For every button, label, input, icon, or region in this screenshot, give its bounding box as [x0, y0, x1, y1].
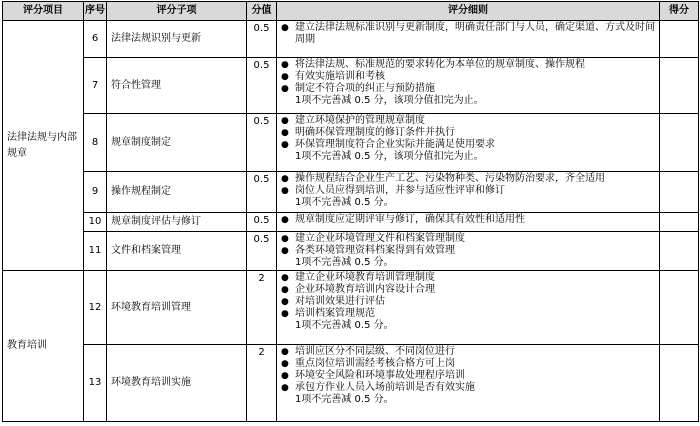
- row-number: 11: [84, 232, 107, 271]
- header-score: 分值: [247, 2, 277, 21]
- criteria-list: [281, 214, 657, 226]
- earned-score-cell[interactable]: [660, 21, 699, 58]
- earned-score-cell[interactable]: [660, 345, 699, 422]
- bullet-icon: ●: [281, 347, 289, 357]
- criteria-item: [281, 22, 657, 46]
- score-value: 0.5: [247, 172, 277, 213]
- subitem-name: 操作规程制定: [107, 172, 247, 213]
- criteria-item: [281, 358, 657, 370]
- header-category: 评分项目: [3, 2, 84, 21]
- criteria-item: [281, 115, 657, 127]
- row-number: 8: [84, 114, 107, 172]
- score-value: 0.5: [247, 58, 277, 114]
- table-row: [3, 172, 699, 213]
- criteria-cell: [277, 271, 660, 345]
- criteria-text: 环保管理制度符合企业实际并能满足使用要求: [295, 139, 495, 150]
- criteria-item: [281, 173, 657, 185]
- bullet-icon: ●: [281, 285, 289, 295]
- bullet-icon: ●: [281, 297, 289, 307]
- category-cell: 教育培训: [3, 271, 84, 422]
- deduction-note: 1项不完善减 0.5 分。: [295, 257, 394, 268]
- table-row: [3, 271, 699, 345]
- earned-score-cell[interactable]: [660, 172, 699, 213]
- score-value: 2: [247, 271, 277, 345]
- criteria-item: [281, 308, 657, 320]
- criteria-text: 制定不符合项的纠正与预防措施: [295, 83, 435, 94]
- bullet-icon: ●: [281, 116, 289, 126]
- scoring-table: [2, 1, 699, 422]
- header-subitem: 评分子项: [107, 2, 247, 21]
- row-number: 6: [84, 21, 107, 58]
- bullet-icon: ●: [281, 84, 289, 94]
- subitem-name: 规章制度评估与修订: [107, 213, 247, 232]
- table-row: [3, 213, 699, 232]
- criteria-item: [281, 71, 657, 83]
- row-number: 13: [84, 345, 107, 422]
- score-value: 0.5: [247, 213, 277, 232]
- bullet-icon: ●: [281, 215, 289, 225]
- criteria-list: [281, 272, 657, 320]
- criteria-item: [281, 272, 657, 284]
- criteria-text: 培训档案管理规范: [295, 308, 375, 319]
- criteria-list: [281, 22, 657, 46]
- row-number: 12: [84, 271, 107, 345]
- criteria-text: 将法律法规、标准规范的要求转化为本单位的规章制度、操作规程: [295, 59, 585, 70]
- criteria-item: [281, 139, 657, 151]
- criteria-text: 建立法律法规标准识别与更新制度，明确责任部门与人员，确定渠道、方式及时间周期: [295, 22, 655, 45]
- criteria-cell: [277, 58, 660, 114]
- subitem-name: 环境教育培训实施: [107, 345, 247, 422]
- earned-score-cell[interactable]: [660, 114, 699, 172]
- earned-score-cell[interactable]: [660, 58, 699, 114]
- criteria-item: [281, 370, 657, 382]
- deduction-note: 1项不完善减 0.5 分，该项分值扣完为止。: [295, 95, 484, 106]
- table-row: [3, 58, 699, 114]
- subitem-name: 规章制度制定: [107, 114, 247, 172]
- criteria-text: 操作规程结合企业生产工艺、污染物种类、污染物防治要求，齐全适用: [295, 173, 605, 184]
- criteria-text: 建立环境保护的管理规章制度: [295, 115, 425, 126]
- criteria-cell: [277, 172, 660, 213]
- criteria-list: [281, 233, 657, 257]
- deduction-note: 1项不完善减 0.5 分。: [295, 320, 394, 331]
- criteria-list: [281, 59, 657, 95]
- criteria-text: 环境安全风险和环境事故处理程序培训: [295, 370, 465, 381]
- criteria-text: 有效实施培训和考核: [295, 71, 385, 82]
- criteria-item: [281, 233, 657, 245]
- table-row: [3, 114, 699, 172]
- row-number: 10: [84, 213, 107, 232]
- deduction-note: 1项不完善减 0.5 分。: [295, 394, 394, 405]
- criteria-text: 承包方作业人员入场前培训是否有效实施: [295, 382, 475, 393]
- bullet-icon: ●: [281, 23, 289, 33]
- header-criteria: 评分细则: [277, 2, 660, 21]
- table-row: [3, 345, 699, 422]
- earned-score-cell[interactable]: [660, 232, 699, 271]
- criteria-item: [281, 83, 657, 95]
- category-cell: 法律法规与内部规章: [3, 21, 84, 271]
- bullet-icon: ●: [281, 72, 289, 82]
- table-body: [3, 21, 699, 422]
- row-number: 9: [84, 172, 107, 213]
- bullet-icon: ●: [281, 383, 289, 393]
- bullet-icon: ●: [281, 60, 289, 70]
- subitem-name: 环境教育培训管理: [107, 271, 247, 345]
- criteria-cell: [277, 114, 660, 172]
- criteria-item: [281, 185, 657, 197]
- criteria-item: [281, 382, 657, 394]
- criteria-item: [281, 346, 657, 358]
- header-earned: 得分: [660, 2, 699, 21]
- criteria-text: 重点岗位培训需经考核合格方可上岗: [295, 358, 455, 369]
- criteria-cell: [277, 345, 660, 422]
- criteria-item: [281, 296, 657, 308]
- row-number: 7: [84, 58, 107, 114]
- criteria-list: [281, 115, 657, 151]
- table-row: [3, 232, 699, 271]
- earned-score-cell[interactable]: [660, 271, 699, 345]
- criteria-item: [281, 127, 657, 139]
- criteria-list: [281, 346, 657, 394]
- bullet-icon: ●: [281, 234, 289, 244]
- bullet-icon: ●: [281, 246, 289, 256]
- score-value: 0.5: [247, 232, 277, 271]
- header-number: 序号: [84, 2, 107, 21]
- criteria-text: 建立企业环境管理文件和档案管理制度: [295, 233, 465, 244]
- criteria-text: 各类环境管理资料档案得到有效管理: [295, 245, 455, 256]
- criteria-text: 对培训效果进行评估: [295, 296, 385, 307]
- score-value: 0.5: [247, 21, 277, 58]
- criteria-list: [281, 173, 657, 197]
- header-row: [3, 2, 699, 21]
- criteria-cell: [277, 213, 660, 232]
- criteria-item: [281, 284, 657, 296]
- bullet-icon: ●: [281, 359, 289, 369]
- score-value: 2: [247, 345, 277, 422]
- subitem-name: 符合性管理: [107, 58, 247, 114]
- criteria-text: 企业环境教育培训内容设计合理: [295, 284, 435, 295]
- deduction-note: 1项不完善减 0.5 分，该项分值扣完为止。: [295, 151, 484, 162]
- subitem-name: 法律法规识别与更新: [107, 21, 247, 58]
- bullet-icon: ●: [281, 309, 289, 319]
- bullet-icon: ●: [281, 371, 289, 381]
- bullet-icon: ●: [281, 174, 289, 184]
- bullet-icon: ●: [281, 140, 289, 150]
- bullet-icon: ●: [281, 273, 289, 283]
- criteria-cell: [277, 21, 660, 58]
- criteria-item: [281, 214, 657, 226]
- deduction-note: 1项不完善减 0.5 分。: [295, 197, 394, 208]
- bullet-icon: ●: [281, 186, 289, 196]
- criteria-item: [281, 245, 657, 257]
- criteria-text: 明确环保管理制度的修订条件并执行: [295, 127, 455, 138]
- table-row: [3, 21, 699, 58]
- criteria-text: 培训应区分不同层级、不同岗位进行: [295, 346, 455, 357]
- criteria-cell: [277, 232, 660, 271]
- criteria-text: 规章制度应定期评审与修订，确保其有效性和适用性: [295, 214, 525, 225]
- subitem-name: 文件和档案管理: [107, 232, 247, 271]
- criteria-item: [281, 59, 657, 71]
- score-value: 0.5: [247, 114, 277, 172]
- bullet-icon: ●: [281, 128, 289, 138]
- earned-score-cell[interactable]: [660, 213, 699, 232]
- criteria-text: 岗位人员应得到培训，并参与适应性评审和修订: [295, 185, 505, 196]
- criteria-text: 建立企业环境教育培训管理制度: [295, 272, 435, 283]
